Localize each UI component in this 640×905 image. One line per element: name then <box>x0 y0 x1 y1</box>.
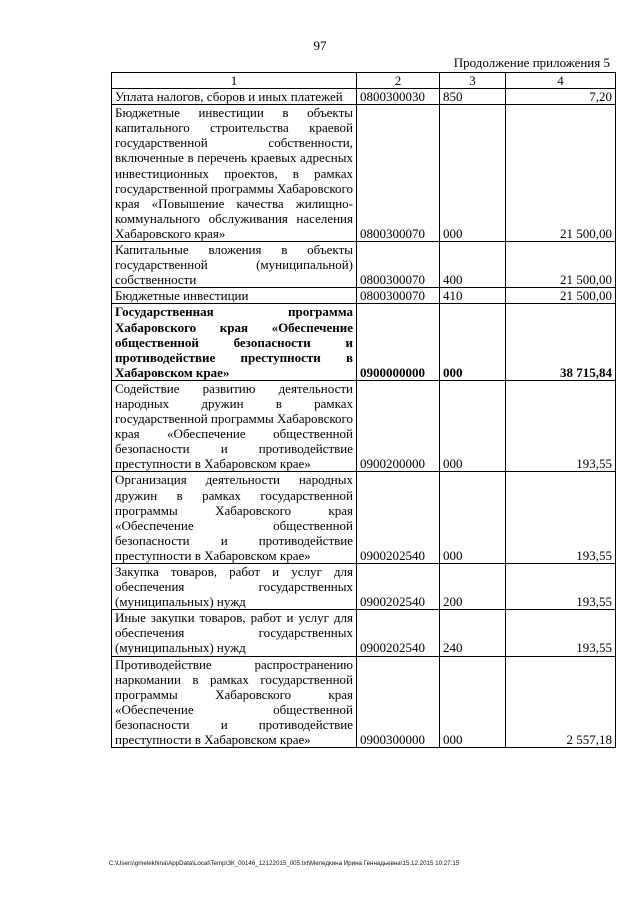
table-row <box>112 288 616 304</box>
row-amount: 21 500,00 <box>506 288 616 304</box>
row-name: Государственная программа Хабаровского края «Обеспечение общественной безопасности и противодействие преступности в Хабаровском крае» <box>112 304 357 380</box>
row-code: 0900000000 <box>357 304 440 380</box>
page-number: 97 <box>313 38 327 53</box>
table-row <box>112 242 616 288</box>
row-name: Иные закупки товаров, работ и услуг для обеспечения государственных (муниципальных) нужд <box>112 610 357 656</box>
table-row <box>112 610 616 656</box>
row-type: 000 <box>440 304 506 380</box>
appendix-note: Продолжение приложения 5 <box>453 55 610 70</box>
row-type: 400 <box>440 242 506 288</box>
row-name: Организация деятельности народных дружин в рамках государственной программы Хабаровского края «Обеспечение общественной безопасности и противодействие преступности в Хабаровском крае» <box>112 472 357 564</box>
row-amount: 193,55 <box>506 610 616 656</box>
row-name: Закупка товаров, работ и услуг для обеспечения государственных (муниципальных) нужд <box>112 564 357 610</box>
row-code: 0800300070 <box>357 105 440 242</box>
row-type: 240 <box>440 610 506 656</box>
table-row <box>112 380 616 472</box>
column-header: 4 <box>506 73 616 89</box>
file-path-footer: C:\Users\gmelekhina\AppData\Local\Temp\ЗК_00146_12122015_005.txt\Меледкина Ирина Геннадьевна\15.12.2015 10:27:15 <box>109 860 460 867</box>
table-row <box>112 105 616 242</box>
row-code: 0800300070 <box>357 242 440 288</box>
row-code: 0900202540 <box>357 472 440 564</box>
row-amount: 38 715,84 <box>506 304 616 380</box>
row-code: 0900300000 <box>357 656 440 748</box>
row-amount: 193,55 <box>506 380 616 472</box>
row-name: Бюджетные инвестиции в объекты капитального строительства краевой государственной собственности, включенные в перечень краевых адресных инвестиционных проектов, в рамках государственной программы Хабаровского края «Повышение качества жилищно-коммунального обслуживания населения Хабаровского края» <box>112 105 357 242</box>
row-code: 0900202540 <box>357 564 440 610</box>
row-type: 000 <box>440 656 506 748</box>
row-type: 850 <box>440 89 506 105</box>
row-name: Содействие развитию деятельности народных дружин в рамках государственной программы Хабаровского края «Обеспечение общественной безопасности и противодействие преступности в Хабаровском крае» <box>112 380 357 472</box>
table-row <box>112 564 616 610</box>
row-name: Капитальные вложения в объекты государственной (муниципальной) собственности <box>112 242 357 288</box>
row-type: 000 <box>440 105 506 242</box>
row-name: Бюджетные инвестиции <box>112 288 357 304</box>
row-amount: 21 500,00 <box>506 105 616 242</box>
table-row <box>112 304 616 380</box>
table-header-row <box>112 73 616 89</box>
budget-table <box>111 72 616 748</box>
table-row <box>112 472 616 564</box>
row-name: Уплата налогов, сборов и иных платежей <box>112 89 357 105</box>
row-type: 410 <box>440 288 506 304</box>
row-code: 0800300070 <box>357 288 440 304</box>
table-row <box>112 89 616 105</box>
table-row <box>112 656 616 748</box>
row-type: 000 <box>440 472 506 564</box>
row-amount: 7,20 <box>506 89 616 105</box>
row-type: 200 <box>440 564 506 610</box>
row-amount: 2 557,18 <box>506 656 616 748</box>
row-amount: 21 500,00 <box>506 242 616 288</box>
row-name: Противодействие распространению наркомании в рамках государственной программы Хабаровского края «Обеспечение общественной безопасности и противодействие преступности в Хабаровском крае» <box>112 656 357 748</box>
row-amount: 193,55 <box>506 472 616 564</box>
row-code: 0900200000 <box>357 380 440 472</box>
row-code: 0800300030 <box>357 89 440 105</box>
column-header: 1 <box>112 73 357 89</box>
row-type: 000 <box>440 380 506 472</box>
row-code: 0900202540 <box>357 610 440 656</box>
column-header: 2 <box>357 73 440 89</box>
row-amount: 193,55 <box>506 564 616 610</box>
column-header: 3 <box>440 73 506 89</box>
